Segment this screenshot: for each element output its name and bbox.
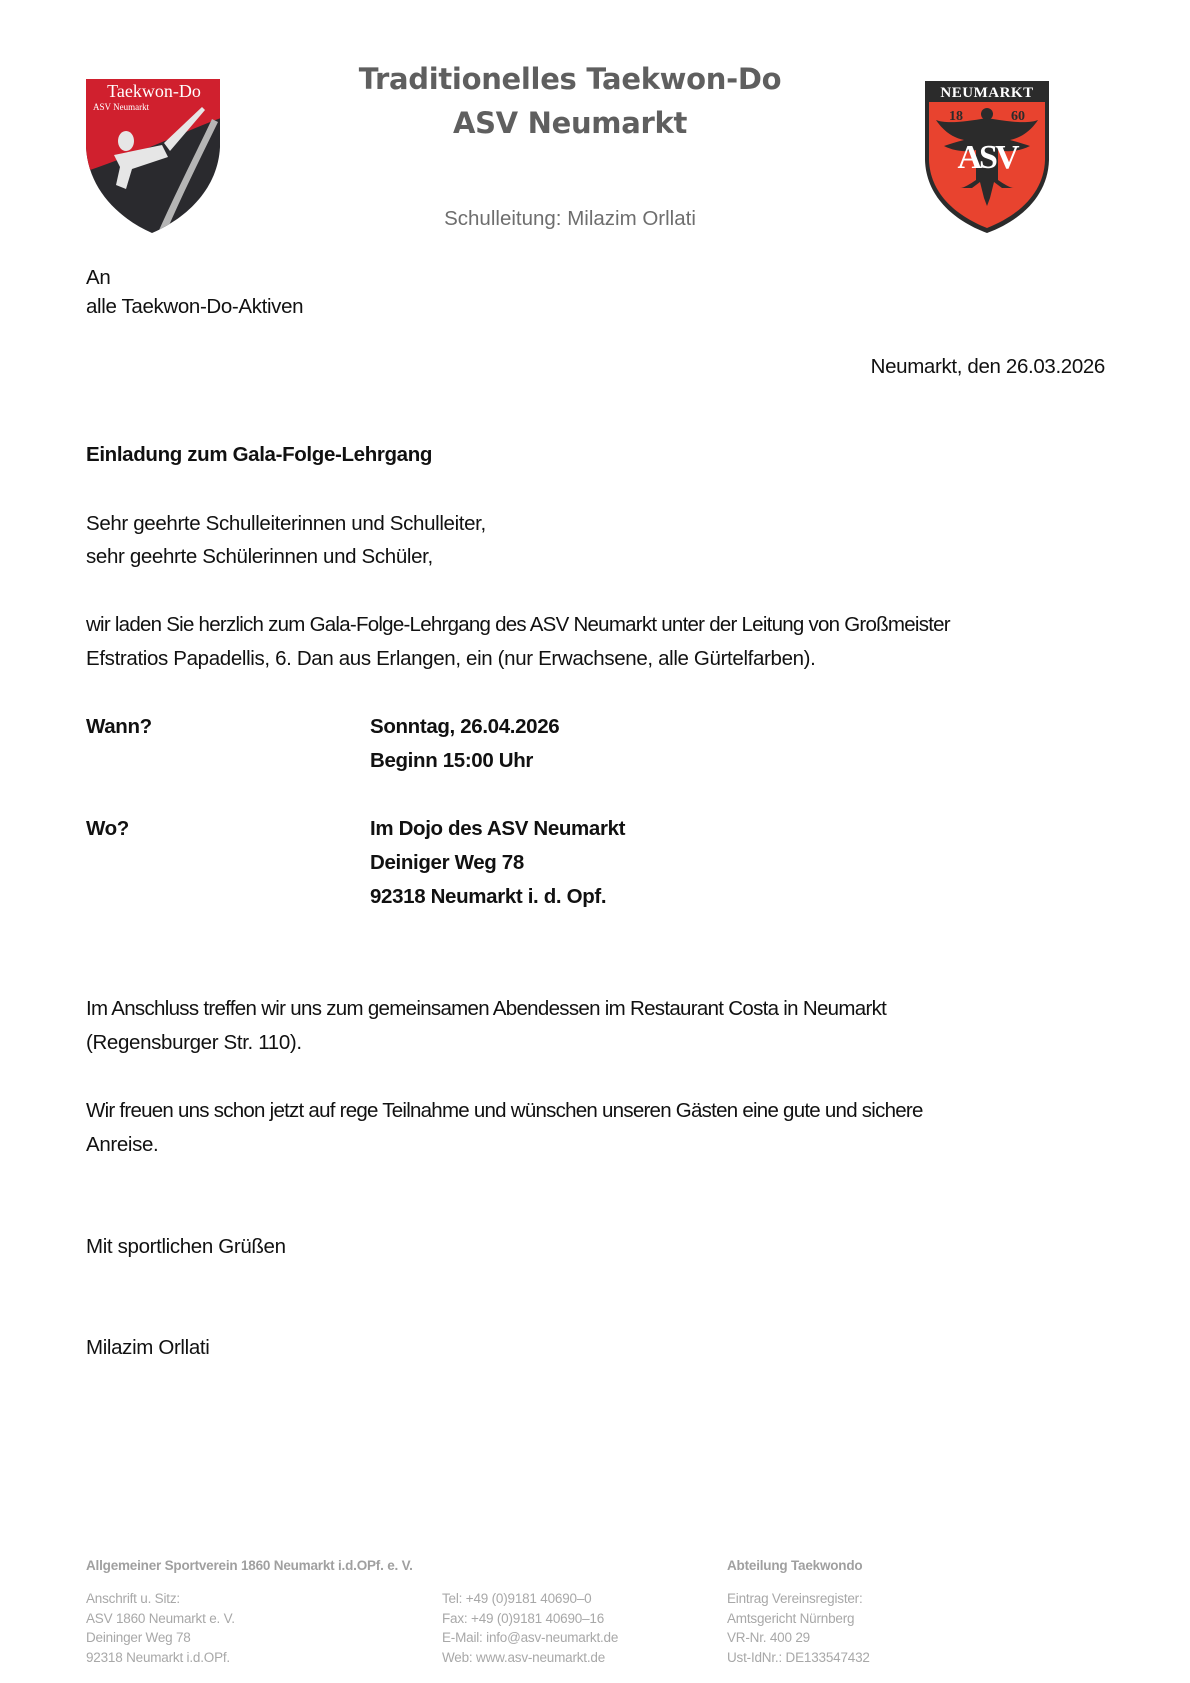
recipient-line2: alle Taekwon-Do-Aktiven xyxy=(86,295,304,318)
intro-line1: wir laden Sie herzlich zum Gala-Folge-Lehrgang des ASV Neumarkt unter der Leitung von Großmeister xyxy=(86,613,950,636)
asv-neumarkt-crest xyxy=(924,80,1050,234)
letterhead-title-line1: Traditionelles Taekwon-Do xyxy=(358,62,782,96)
letterhead-title-line2: ASV Neumarkt xyxy=(452,106,688,140)
crest-top-text: NEUMARKT xyxy=(940,85,1034,101)
crest-monogram: ASV xyxy=(957,139,1017,176)
footer-registry-line: VR-Nr. 400 29 xyxy=(727,1630,810,1645)
footer-phone: Tel: +49 (0)9181 40690–0 xyxy=(442,1591,592,1606)
date-line: Neumarkt, den 26.03.2026 xyxy=(870,355,1105,378)
subject-line: Einladung zum Gala-Folge-Lehrgang xyxy=(86,443,433,466)
taekwon-do-logo xyxy=(84,77,224,235)
school-head: Schulleitung: Milazim Orllati xyxy=(444,207,696,230)
footer-address-line: ASV 1860 Neumarkt e. V. xyxy=(86,1610,235,1626)
where-street: Deiniger Weg 78 xyxy=(370,851,524,874)
when-label: Wann? xyxy=(86,715,152,738)
dinner-line2: (Regensburger Str. 110). xyxy=(86,1031,302,1054)
recipient-line1: An xyxy=(86,266,111,289)
where-venue: Im Dojo des ASV Neumarkt xyxy=(370,817,626,840)
footer-org-heading: Allgemeiner Sportverein 1860 Neumarkt i.d.OPf. e. V. xyxy=(86,1558,413,1573)
footer-registry-line: Amtsgericht Nürnberg xyxy=(727,1610,855,1626)
when-date: Sonntag, 26.04.2026 xyxy=(370,715,560,738)
footer-registry-line: Eintrag Vereinsregister: xyxy=(727,1591,863,1606)
greeting: Mit sportlichen Grüßen xyxy=(86,1235,286,1258)
footer-address-line: Deininger Weg 78 xyxy=(86,1630,191,1645)
logo-left-subtitle: ASV Neumarkt xyxy=(93,102,150,112)
where-city: 92318 Neumarkt i. d. Opf. xyxy=(370,885,607,908)
dinner-line1: Im Anschluss treffen wir uns zum gemeinsamen Abendessen im Restaurant Costa in Neumarkt xyxy=(86,997,887,1020)
footer-address xyxy=(86,1589,235,1667)
footer-registry xyxy=(727,1589,870,1667)
footer-email-link[interactable]: E-Mail: info@asv-neumarkt.de xyxy=(442,1630,619,1645)
closing-line1: Wir freuen uns schon jetzt auf rege Teilnahme und wünschen unseren Gästen eine gute und sichere xyxy=(86,1099,923,1122)
crest-year-right: 60 xyxy=(1011,109,1025,124)
logo-figure-head xyxy=(118,131,134,151)
footer-dept-heading: Abteilung Taekwondo xyxy=(727,1558,863,1573)
footer-address-line: 92318 Neumarkt i.d.OPf. xyxy=(86,1649,230,1665)
footer-registry-line: Ust-IdNr.: DE133547432 xyxy=(727,1649,870,1665)
footer-fax: Fax: +49 (0)9181 40690–16 xyxy=(442,1610,605,1626)
signature-name: Milazim Orllati xyxy=(86,1336,210,1359)
logo-left-title: Taekwon-Do xyxy=(107,81,201,101)
closing-line2: Anreise. xyxy=(86,1133,159,1156)
salutation-line2: sehr geehrte Schülerinnen und Schüler, xyxy=(86,545,433,568)
when-time: Beginn 15:00 Uhr xyxy=(370,749,533,772)
where-label: Wo? xyxy=(86,817,129,840)
footer-contact xyxy=(442,1589,618,1667)
crest-year-left: 18 xyxy=(949,109,963,124)
footer-address-line: Anschrift u. Sitz: xyxy=(86,1591,180,1606)
salutation-line1: Sehr geehrte Schulleiterinnen und Schulleiter, xyxy=(86,512,486,535)
footer-web-link[interactable]: Web: www.asv-neumarkt.de xyxy=(442,1649,606,1665)
intro-line2: Efstratios Papadellis, 6. Dan aus Erlangen, ein (nur Erwachsene, alle Gürtelfarben). xyxy=(86,647,816,670)
